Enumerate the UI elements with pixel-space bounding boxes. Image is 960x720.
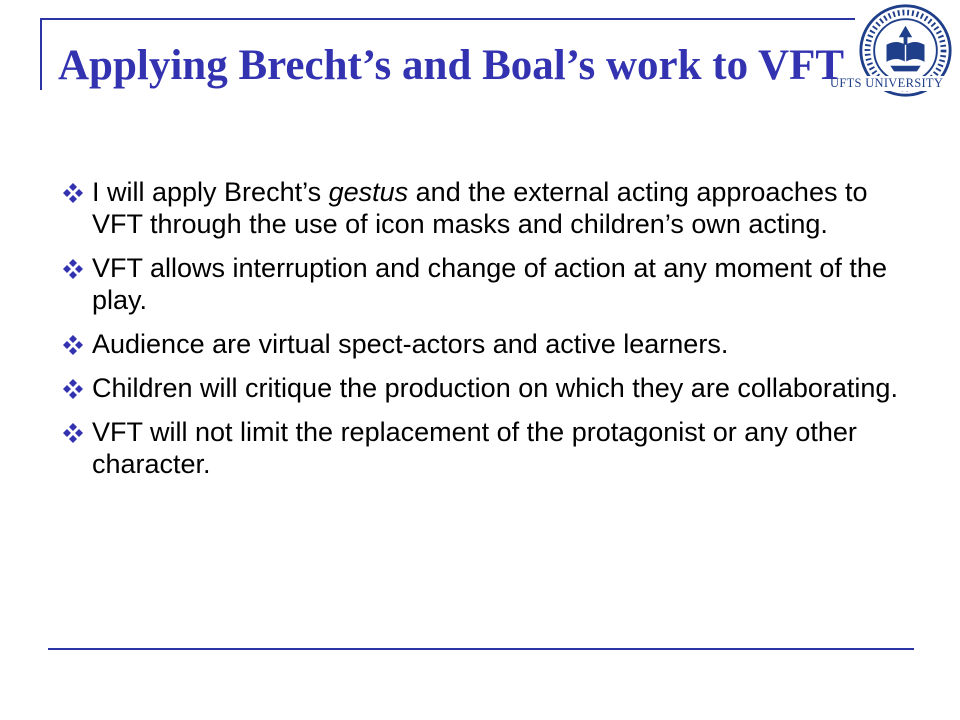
diamond-quad-bullet-icon: [62, 182, 84, 204]
bullet-text-4: Children will critique the production on which they are collaborating.: [92, 373, 898, 403]
diamond-quad-bullet-icon: [62, 378, 84, 400]
diamond-quad-bullet-icon: [62, 258, 84, 280]
bullet-text-1b: and the external acting approaches to VFT through the use of icon masks and children’s own acting.: [92, 177, 868, 239]
bullet-list: [62, 176, 922, 492]
bullet-text-1a: I will apply Brecht’s: [92, 177, 329, 207]
bullet-text-3: Audience are virtual spect-actors and active learners.: [92, 329, 729, 359]
bullet-text-2: VFT allows interruption and change of action at any moment of the play.: [92, 253, 887, 315]
bullet-item-4: [62, 372, 922, 404]
logo-caption: UFTS UNIVERSITY: [830, 76, 944, 90]
diamond-quad-bullet-icon: [62, 422, 84, 444]
bullet-emphasis-gestus: gestus: [328, 177, 409, 207]
bullet-item-2: [62, 252, 922, 316]
title-frame-left-rule: [40, 18, 42, 90]
title-frame-top-rule: [40, 18, 855, 20]
diamond-quad-bullet-icon: [62, 334, 84, 356]
slide-title: Applying Brecht’s and Boal’s work to VFT: [58, 42, 845, 89]
bullet-text-5: VFT will not limit the replacement of the protagonist or any other character.: [92, 417, 857, 479]
bullet-item-5: [62, 416, 922, 480]
bullet-item-1: [62, 176, 922, 240]
footer-rule: [48, 648, 914, 650]
bullet-item-3: [62, 328, 922, 360]
